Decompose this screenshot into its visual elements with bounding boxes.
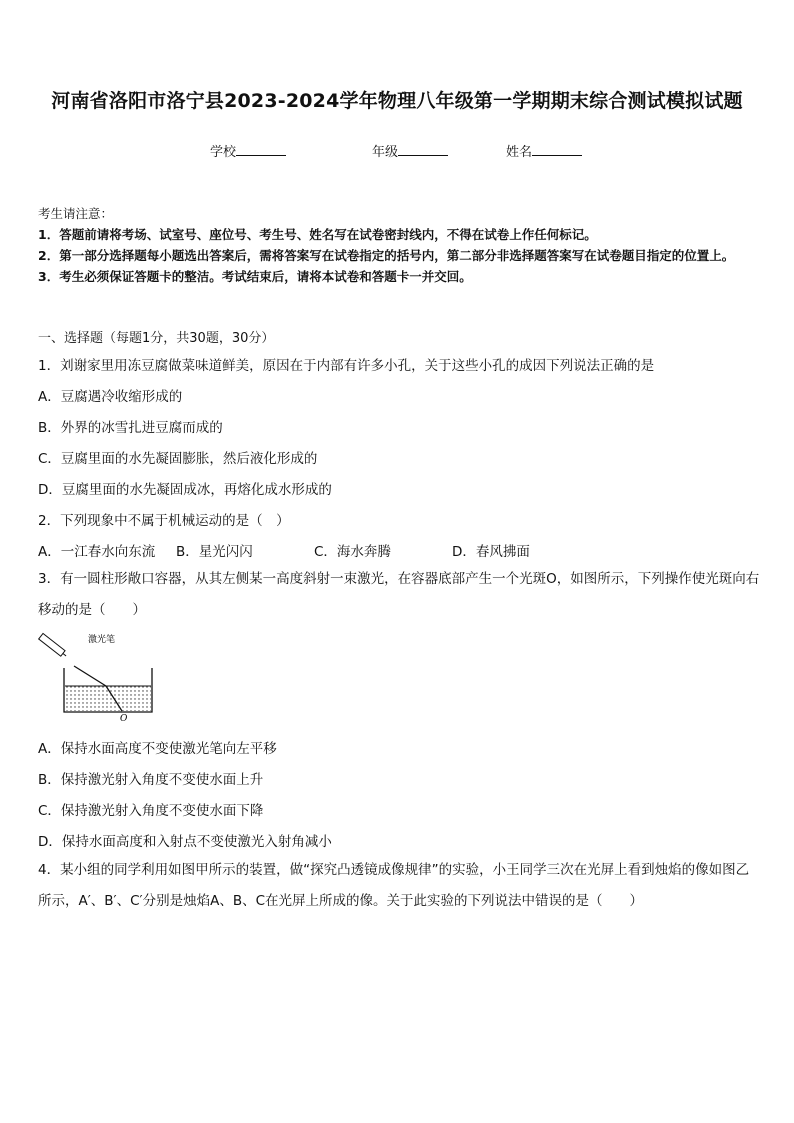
q3-option-c[interactable]: C．保持激光射入角度不变使水面下降	[38, 803, 264, 819]
q4-stem: 4．某小组的同学利用如图甲所示的装置，做“探究凸透镜成像规律”的实验，小王同学三次在光屏上看到烛焰的像如图乙所示，A′、B′、C′分别是烛焰A、B、C在光屏上所成的像。关于此实验的下列说法中错误的是（ ）	[38, 862, 750, 909]
q1-stem: 1．刘谢家里用冻豆腐做菜味道鲜美，原因在于内部有许多小孔，关于这些小孔的成因下列说法正确的是	[38, 358, 655, 374]
notice-heading: 考生请注意：	[38, 206, 114, 221]
laser-pen-label: 激光笔	[88, 635, 116, 645]
laser-pen-icon	[39, 633, 69, 658]
page-title: 河南省洛阳市洛宁县2023-2024学年物理八年级第一学期期末综合测试模拟试题	[51, 90, 743, 112]
q3-stem: 3．有一圆柱形敞口容器，从其左侧某一高度斜射一束激光，在容器底部产生一个光斑O，如图所示，下列操作使光斑向右移动的是（ ）	[38, 571, 760, 618]
name-field[interactable]	[506, 141, 582, 160]
q1-option-b[interactable]: B．外界的冰雪扎进豆腐而成的	[38, 420, 223, 436]
school-blank[interactable]	[236, 143, 286, 156]
q2-option-a[interactable]: A．一江春水向东流	[38, 544, 156, 560]
school-field[interactable]	[210, 141, 286, 160]
grade-field[interactable]	[372, 141, 448, 160]
q2-option-d[interactable]: D．春风拂面	[452, 544, 530, 560]
q3-option-b[interactable]: B．保持激光射入角度不变使水面上升	[38, 772, 264, 788]
q3-option-a[interactable]: A．保持水面高度不变使激光笔向左平移	[38, 741, 277, 757]
q2-option-b[interactable]: B．星光闪闪	[176, 544, 253, 560]
name-blank[interactable]	[532, 143, 582, 156]
notice-item: 3．考生必须保证答题卡的整洁。考试结束后，请将本试卷和答题卡一并交回。	[38, 269, 472, 284]
notice-item: 1．答题前请将考场、试室号、座位号、考生号、姓名写在试卷密封线内，不得在试卷上作任何标记。	[38, 227, 597, 242]
school-label: 学校	[210, 145, 237, 160]
section-heading: 一、选择题（每题1分，共30题，30分）	[38, 331, 275, 346]
q1-option-d[interactable]: D．豆腐里面的水先凝固成冰，再熔化成水形成的	[38, 482, 332, 498]
laser-container-figure	[38, 630, 158, 722]
notice-item: 2．第一部分选择题每小题选出答案后，需将答案写在试卷指定的括号内，第二部分非选择题答案写在试卷题目指定的位置上。	[38, 248, 735, 263]
grade-blank[interactable]	[398, 143, 448, 156]
q2-stem: 2．下列现象中不属于机械运动的是（ ）	[38, 513, 290, 529]
name-label: 姓名	[506, 145, 533, 160]
q2-option-c[interactable]: C．海水奔腾	[314, 544, 391, 560]
q1-option-c[interactable]: C．豆腐里面的水先凝固膨胀，然后液化形成的	[38, 451, 318, 467]
q3-option-d[interactable]: D．保持水面高度和入射点不变使激光入射角减小	[38, 834, 332, 850]
spot-o-label: O	[120, 714, 128, 722]
exam-notice	[38, 203, 762, 287]
laser-beam	[74, 666, 106, 686]
grade-label: 年级	[372, 145, 399, 160]
q1-option-a[interactable]: A．豆腐遇冷收缩形成的	[38, 389, 183, 405]
